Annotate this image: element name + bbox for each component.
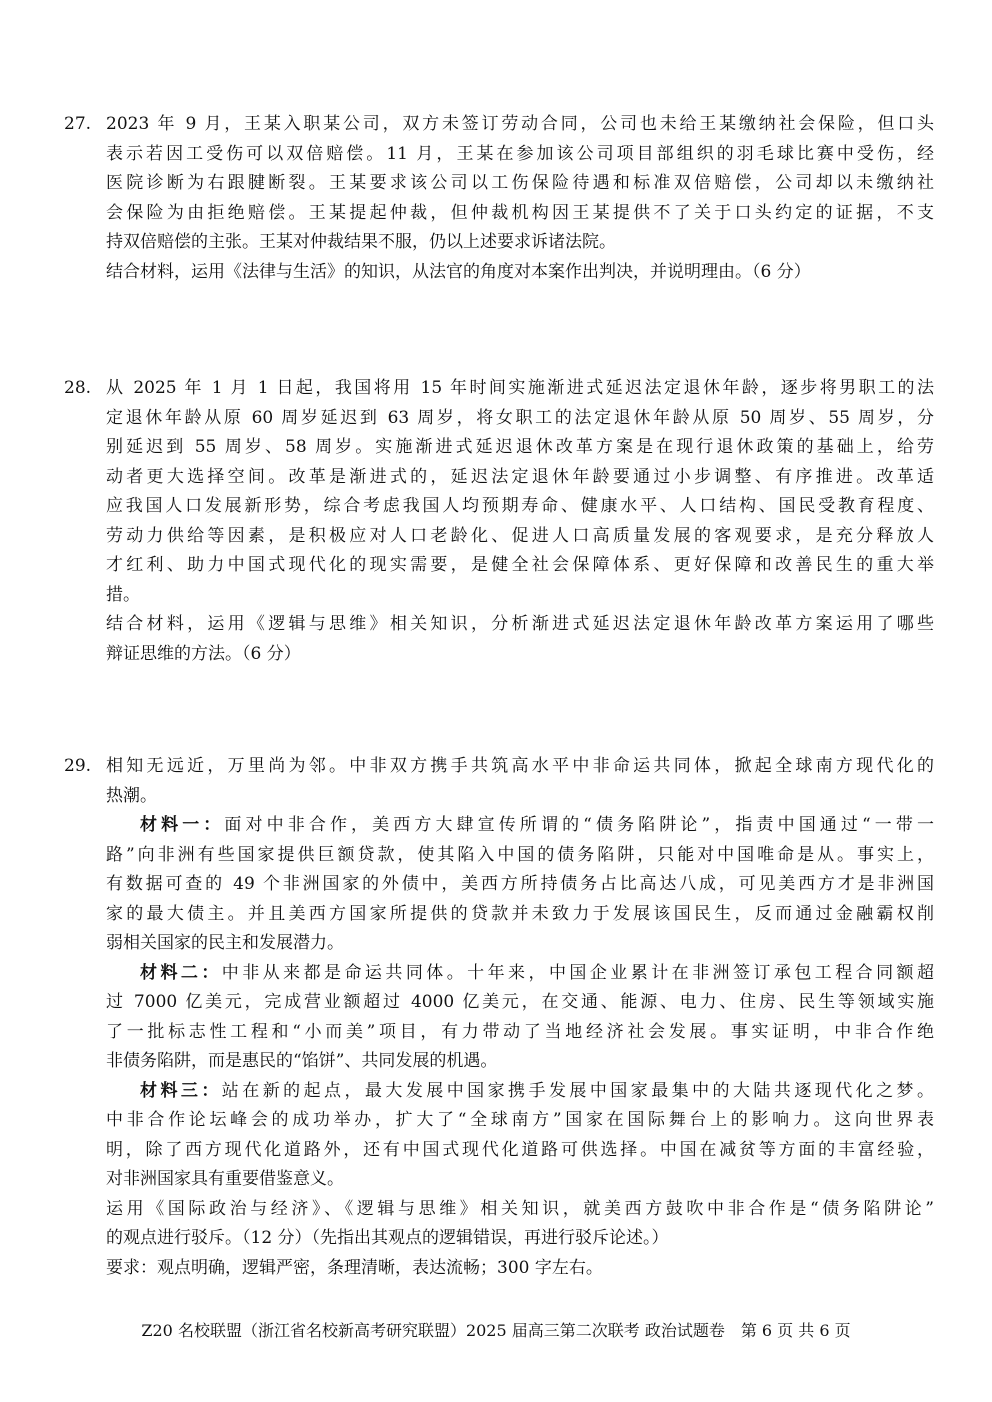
question-27 xyxy=(64,110,934,287)
text-line: 劳动力供给等因素，是积极应对人口老龄化、促进人口高质量发展的客观要求，是充分释放人 xyxy=(106,525,934,546)
text-line: 别延迟到 55 周岁、58 周岁。实施渐进式延迟退休改革方案是在现行退休政策的基础上，给劳 xyxy=(106,437,934,457)
question-number: 28. xyxy=(64,378,92,398)
question-number: 29. xyxy=(64,756,92,776)
text-line: 动者更大选择空间。改革是渐进式的，延迟法定退休年龄要通过小步调整、有序推进。改革适 xyxy=(106,466,934,487)
question-28-body xyxy=(106,374,934,669)
text-line: 对非洲国家具有重要借鉴意义。 xyxy=(106,1169,344,1189)
text-line: 2023 年 9 月，王某入职某公司，双方未签订劳动合同，公司也未给王某缴纳社会保险，但口头 xyxy=(106,114,934,134)
text-line: 从 2025 年 1 月 1 日起，我国将用 15 年时间实施渐进式延迟法定退休年龄，逐步将男职工的法 xyxy=(106,378,934,398)
material-3 xyxy=(106,1077,934,1107)
text-line: 面对中非合作，美西方大肆宣传所谓的“债务陷阱论”，指责中国通过“一带一 xyxy=(224,815,934,835)
text-line: 了一批标志性工程和“小而美”项目，有力带动了当地经济社会发展。事实证明，中非合作绝 xyxy=(106,1021,934,1042)
text-line: 持双倍赔偿的主张。王某对仲裁结果不服，仍以上述要求诉诸法院。 xyxy=(106,232,616,252)
text-line: 站在新的起点，最大发展中国家携手发展中国家最集中的大陆共逐现代化之梦。 xyxy=(221,1080,934,1101)
text-line: 家的最大债主。并且美西方国家所提供的贷款并未致力于发展该国民生，反而通过金融霸权削 xyxy=(106,903,934,924)
text-line: 定退休年龄从原 60 周岁延迟到 63 周岁，将女职工的法定退休年龄从原 50 周岁、55 周岁，分 xyxy=(106,407,934,428)
question-number: 27. xyxy=(64,114,92,134)
text-line: 中非合作论坛峰会的成功举办，扩大了“全球南方”国家在国际舞台上的影响力。这向世界表 xyxy=(106,1110,934,1130)
text-line: 中非从来都是命运共同体。十年来，中国企业累计在非洲签订承包工程合同额超 xyxy=(221,962,934,983)
text-line: 会保险为由拒绝赔偿。王某提起仲裁，但仲裁机构因王某提供不了关于口头约定的证据，不支 xyxy=(106,202,934,223)
question-27-body xyxy=(106,110,934,258)
text-line: 弱相关国家的民主和发展潜力。 xyxy=(106,933,344,953)
question-29-body xyxy=(106,752,934,1283)
material-1 xyxy=(106,811,934,841)
text-line: 热潮。 xyxy=(106,785,157,806)
answer-requirements: 要求：观点明确，逻辑严密，条理清晰，表达流畅；300 字左右。 xyxy=(106,1257,603,1278)
question-prompt: 运用《国际政治与经济》、《逻辑与思维》相关知识，就美西方鼓吹中非合作是“债务陷阱论” xyxy=(106,1198,934,1219)
text-line: 相知无远近，万里尚为邻。中非双方携手共筑高水平中非命运共同体，掀起全球南方现代化的 xyxy=(106,756,934,776)
text-line: 医院诊断为右跟腱断裂。王某要求该公司以工伤保险待遇和标准双倍赔偿，公司却以未缴纳社 xyxy=(106,173,934,193)
text-line: 有数据可查的 49 个非洲国家的外债中，美西方所持债务占比高达八成，可见美西方才是非洲国 xyxy=(106,874,934,894)
question-29 xyxy=(64,752,934,1283)
text-line: 表示若因工受伤可以双倍赔偿。11 月，王某在参加该公司项目部组织的羽毛球比赛中受伤，经 xyxy=(106,143,934,164)
material-label: 材料三： xyxy=(140,1080,222,1101)
question-prompt: 结合材料，运用《逻辑与思维》相关知识，分析渐进式延迟法定退休年龄改革方案运用了哪些 xyxy=(106,614,934,634)
text-line: 明，除了西方现代化道路外，还有中国式现代化道路可供选择。中国在减贫等方面的丰富经验， xyxy=(106,1139,934,1160)
question-prompt: 结合材料，运用《法律与生活》的知识，从法官的角度对本案作出判决，并说明理由。（6 分） xyxy=(106,261,811,282)
material-2 xyxy=(106,959,934,989)
material-label: 材料二： xyxy=(140,962,222,983)
text-line: 才红利、助力中国式现代化的现实需要，是健全社会保障体系、更好保障和改善民生的重大举 xyxy=(106,555,934,575)
question-prompt: 的观点进行驳斥。（12 分）（先指出其观点的逻辑错误，再进行驳斥论述。） xyxy=(106,1228,669,1248)
text-line: 应我国人口发展新形势，综合考虑我国人均预期寿命、健康水平、人口结构、国民受教育程度、 xyxy=(106,496,934,516)
text-line: 措。 xyxy=(106,584,140,605)
page-footer: Z20 名校联盟（浙江省名校新高考研究联盟）2025 届高三第二次联考 政治试题卷 第 6 页 共 6 页 xyxy=(141,1321,851,1340)
question-28 xyxy=(64,374,934,669)
question-prompt: 辩证思维的方法。（6 分） xyxy=(106,643,301,664)
material-label: 材料一： xyxy=(140,815,225,835)
text-line: 路”向非洲有些国家提供巨额贷款，使其陷入中国的债务陷阱，只能对中国唯命是从。事实上， xyxy=(106,844,934,865)
text-line: 过 7000 亿美元，完成营业额超过 4000 亿美元，在交通、能源、电力、住房、民生等领域实施 xyxy=(106,992,934,1012)
text-line: 非债务陷阱，而是惠民的“馅饼”、共同发展的机遇。 xyxy=(106,1051,498,1071)
